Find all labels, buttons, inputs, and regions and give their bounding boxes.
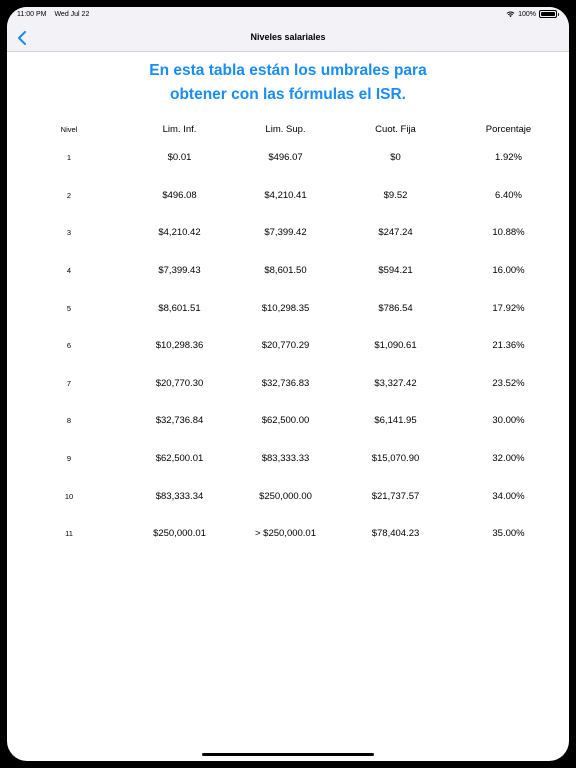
cell-lim-inf: $10,298.36	[155, 340, 204, 352]
cell-lim-inf: $496.08	[162, 189, 197, 201]
battery-fill	[541, 12, 555, 16]
cell-nivel: 9	[66, 454, 72, 464]
status-bar	[7, 7, 569, 25]
cell-porcentaje: 34.00%	[492, 490, 525, 502]
cell-cuota-fija: $1,090.61	[374, 340, 417, 352]
cell-nivel: 7	[66, 378, 72, 388]
cell-nivel: 11	[65, 529, 73, 539]
intro-line-2: obtener con las fórmulas el ISR.	[169, 86, 406, 103]
screen	[7, 7, 569, 761]
cell-lim-sup: $10,298.35	[261, 302, 310, 314]
cell-lim-inf: $8,601.51	[158, 302, 201, 314]
cell-nivel: 6	[66, 341, 72, 351]
cell-porcentaje: 21.36%	[492, 340, 525, 352]
table-row	[7, 515, 569, 553]
cell-lim-inf: $4,210.42	[158, 227, 201, 239]
table-row	[7, 289, 569, 327]
intro-line-1: En esta tabla están los umbrales para	[149, 62, 427, 79]
cell-nivel: 2	[66, 190, 72, 200]
cell-lim-sup: $62,500.00	[261, 415, 310, 427]
cell-lim-sup: $250,000.00	[259, 490, 312, 502]
cell-nivel: 8	[66, 416, 72, 426]
cell-cuota-fija: $3,327.42	[374, 377, 417, 389]
table-row	[7, 365, 569, 403]
cell-lim-inf: $83,333.34	[155, 490, 204, 502]
status-right	[506, 10, 557, 18]
status-date: Wed Jul 22	[54, 11, 90, 18]
cell-lim-inf: $62,500.01	[155, 453, 204, 465]
status-time: 11:00 PM	[17, 11, 47, 18]
table-row	[7, 139, 569, 177]
table-row	[7, 177, 569, 215]
cell-porcentaje: 1.92%	[495, 152, 522, 164]
cell-lim-sup: $20,770.29	[261, 340, 310, 352]
cell-lim-inf: $7,399.43	[158, 265, 201, 277]
cell-nivel: 1	[66, 153, 72, 163]
intro-text	[7, 59, 569, 107]
home-indicator[interactable]	[202, 753, 374, 756]
cell-lim-sup: $8,601.50	[264, 265, 307, 277]
cell-lim-sup: $83,333.33	[261, 453, 310, 465]
cell-cuota-fija: $6,141.95	[374, 415, 417, 427]
cell-lim-inf: $0.01	[167, 152, 192, 164]
table-body	[7, 139, 569, 553]
cell-lim-sup: $7,399.42	[264, 227, 307, 239]
salary-levels-table	[7, 119, 569, 553]
cell-lim-sup: $496.07	[268, 152, 303, 164]
cell-cuota-fija: $21,737.57	[371, 490, 420, 502]
table-row	[7, 214, 569, 252]
header-nivel: Nivel	[60, 124, 78, 134]
wifi-icon	[506, 10, 515, 18]
table-row	[7, 402, 569, 440]
cell-nivel: 10	[64, 491, 74, 501]
cell-cuota-fija: $247.24	[378, 227, 413, 239]
cell-porcentaje: 10.88%	[492, 227, 525, 239]
table-row	[7, 252, 569, 290]
header-lim-sup: Lim. Sup.	[265, 123, 306, 135]
page-title: Niveles salariales	[250, 32, 326, 42]
cell-cuota-fija: $786.54	[378, 302, 413, 314]
navigation-bar	[7, 25, 569, 52]
battery-icon	[539, 10, 557, 18]
cell-lim-sup: $32,736.83	[261, 377, 310, 389]
cell-porcentaje: 35.00%	[492, 528, 525, 540]
cell-porcentaje: 32.00%	[492, 453, 525, 465]
cell-cuota-fija: $594.21	[378, 265, 413, 277]
cell-porcentaje: 6.40%	[495, 189, 522, 201]
salary-levels-table-container	[7, 119, 569, 553]
cell-cuota-fija: $15,070.90	[371, 453, 420, 465]
cell-lim-sup: > $250,000.01	[254, 528, 317, 540]
status-left	[17, 11, 89, 18]
cell-cuota-fija: $78,404.23	[371, 528, 420, 540]
cell-lim-sup: $4,210.41	[264, 189, 307, 201]
table-row	[7, 327, 569, 365]
cell-lim-inf: $32,736.84	[155, 415, 204, 427]
cell-nivel: 3	[66, 228, 72, 238]
table-header-row	[7, 119, 569, 139]
cell-lim-inf: $20,770.30	[155, 377, 204, 389]
cell-nivel: 5	[66, 303, 72, 313]
cell-lim-inf: $250,000.01	[153, 528, 206, 540]
cell-porcentaje: 23.52%	[492, 377, 525, 389]
table-row	[7, 477, 569, 515]
cell-porcentaje: 30.00%	[492, 415, 525, 427]
cell-cuota-fija: $9.52	[383, 189, 408, 201]
table-row	[7, 440, 569, 478]
battery-percentage: 100%	[518, 10, 536, 18]
cell-cuota-fija: $0	[390, 152, 401, 164]
cell-porcentaje: 17.92%	[492, 302, 525, 314]
cell-porcentaje: 16.00%	[492, 265, 525, 277]
header-cuota-fija: Cuot. Fija	[375, 123, 416, 135]
cell-nivel: 4	[66, 266, 72, 276]
header-lim-inf: Lim. Inf.	[162, 123, 197, 135]
header-porcentaje: Porcentaje	[485, 123, 532, 135]
